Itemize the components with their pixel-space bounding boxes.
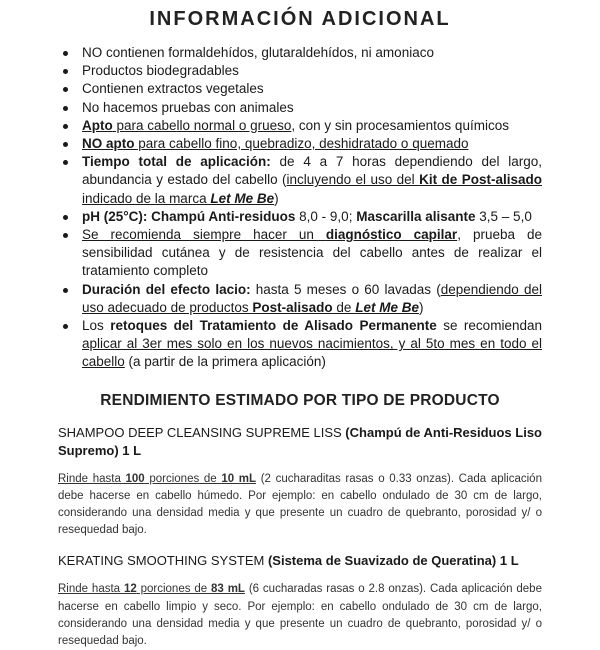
yield-volume: 10 mL	[221, 472, 257, 485]
product-description	[58, 471, 542, 540]
product-description	[58, 581, 542, 650]
bullet-emphasis: Duración del efecto lacio:	[82, 281, 251, 297]
list-item	[58, 117, 542, 135]
bullet-text: )	[418, 299, 424, 315]
bullet-text: para cabello fino, quebradizo, deshidratado o quemado	[134, 136, 469, 152]
bullet-text: indicado de la marca	[82, 190, 211, 206]
bullet-emphasis: diagnóstico capilar	[325, 227, 458, 243]
bullet-text: Productos biodegradables	[82, 63, 239, 79]
yield-text: porciones de	[136, 583, 212, 596]
bullet-text: dependiendo del uso adecuado de productos	[82, 281, 542, 315]
list-item	[58, 281, 542, 317]
page-title: INFORMACIÓN ADICIONAL	[149, 8, 451, 30]
bullet-text: 3,5 – 5,0	[475, 208, 532, 224]
brand-name: Let Me Be	[210, 190, 275, 206]
list-item	[58, 153, 542, 208]
bullet-text: )	[274, 190, 279, 206]
bullet-emphasis: Tiempo total de aplicación:	[82, 154, 271, 170]
product-title	[58, 552, 542, 570]
bullet-text: hasta 5 meses o 60 lavadas (	[250, 281, 441, 297]
bullet-text: NO contienen formaldehídos, glutaraldehídos, ni amoniaco	[82, 45, 434, 60]
bullet-text: 8,0 - 9,0;	[295, 208, 357, 224]
yield-text: Rinde hasta	[58, 583, 124, 596]
bullet-emphasis: NO apto	[82, 136, 135, 152]
product-title	[58, 424, 542, 460]
bullet-text: , prueba de sensibilidad cutánea y de resistencia del cabello antes de realizar el tratamiento completo	[82, 227, 543, 279]
bullet-emphasis: Apto	[82, 117, 113, 133]
bullet-text: Se recomienda siempre hacer un	[82, 227, 326, 243]
bullet-text: (a partir de la primera aplicación)	[124, 354, 326, 370]
bullet-emphasis: Kit de Post-alisado	[419, 172, 542, 188]
bullet-text: , con y sin procesamientos químicos	[291, 117, 509, 133]
product-subtitle: (Sistema de Suavizado de Queratina) 1 L	[264, 553, 519, 569]
bullet-emphasis: Post-alisado	[252, 299, 333, 315]
list-item	[58, 99, 542, 117]
bullet-emphasis: pH (25°C): Champú Anti-residuos	[82, 208, 296, 224]
product-name: SHAMPOO DEEP CLEANSING SUPREME LISS	[58, 424, 342, 440]
list-item	[58, 317, 542, 372]
yield-text: porciones de	[144, 472, 222, 485]
bullet-text: aplicar al 3er mes solo en los nuevos nacimientos, y al 5to mes en todo el cabello	[82, 336, 542, 370]
list-item	[58, 208, 542, 226]
list-item	[58, 226, 542, 281]
list-item	[58, 44, 542, 62]
product-subtitle: (Champú de Anti-Residuos Liso Supremo) 1 L	[58, 424, 542, 458]
yield-portions: 12	[123, 583, 137, 596]
description-text: (2 cucharaditas rasas o 0.33 onzas). Cada aplicación debe hacerse en cabello húmedo. Por ejemplo: en cabello ondulado de 30 cm de largo, considerando una densidad media y que presente un cuadro de quebranto, porosidad y/ o resequedad bajo.	[58, 472, 542, 537]
yield-text: Rinde hasta	[58, 472, 126, 485]
bullet-emphasis: retoques del Tratamiento de Alisado Permanente	[110, 318, 437, 334]
list-item	[58, 80, 542, 98]
info-list	[58, 44, 542, 372]
product-name: KERATING SMOOTHING SYSTEM	[58, 553, 265, 569]
list-item	[58, 135, 542, 153]
bullet-text: Contienen extractos vegetales	[82, 81, 264, 97]
bullet-text: Los	[82, 318, 111, 334]
bullet-text: incluyendo el uso del	[286, 172, 420, 188]
bullet-text: se recomiendan	[436, 318, 542, 334]
brand-name: Let Me Be	[355, 299, 419, 315]
yield-volume: 83 mL	[211, 583, 245, 596]
bullet-text: de	[332, 299, 356, 315]
bullet-text: No hacemos pruebas con animales	[82, 99, 294, 115]
yield-portions: 100	[125, 472, 145, 485]
list-item	[58, 62, 542, 80]
section-title: RENDIMIENTO ESTIMADO POR TIPO DE PRODUCTO	[100, 391, 500, 409]
description-text: (6 cucharadas rasas o 2.8 onzas). Cada aplicación debe hacerse en cabello limpio y seco. Por ejemplo: en cabello ondulado de 30 cm de largo, considerando una densidad media y que presente un cuadro de quebranto, porosidad y/ o resequedad bajo.	[58, 583, 542, 648]
bullet-text: para cabello normal o grueso	[112, 117, 292, 133]
bullet-text: de 4 a 7 horas dependiendo del largo, abundancia y estado del cabello (	[82, 154, 543, 188]
bullet-emphasis: Mascarilla alisante	[356, 208, 476, 224]
